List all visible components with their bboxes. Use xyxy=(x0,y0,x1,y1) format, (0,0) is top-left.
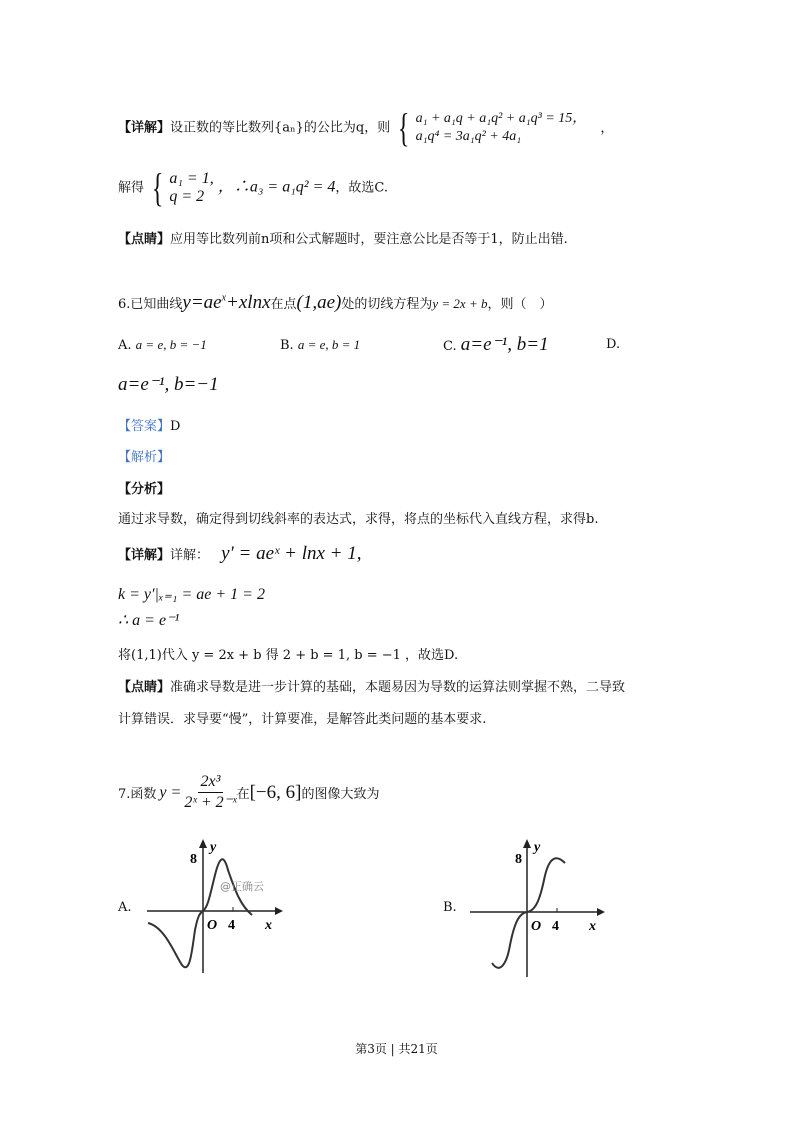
interval-text: 在 xyxy=(236,787,250,802)
option-c[interactable] xyxy=(443,333,549,356)
q5-detail-line xyxy=(118,105,614,150)
q5-solve-line xyxy=(118,165,389,210)
solve-suffix: ，故选C. xyxy=(335,180,389,196)
q6-question xyxy=(118,292,553,314)
y-tick: 8 xyxy=(515,852,522,867)
question-prefix: 7.函数 xyxy=(118,787,157,802)
derivative: y′ = aeˣ + lnx + 1, xyxy=(221,543,362,564)
solution-2: q = 2 xyxy=(169,188,205,205)
answer-value: D xyxy=(170,419,181,434)
option-label: C. xyxy=(443,339,457,354)
curve-sup: x xyxy=(221,292,227,304)
y-arrow-icon xyxy=(523,839,531,848)
numerator: 2x³ xyxy=(198,772,224,793)
substitute-line: 将(1,1)代入 y = 2x + b 得 2 + b = 1, b = −1 ，故选D. xyxy=(118,648,459,663)
equation-system: { a₁ + a₁q + a₁q² + a₁q³ = 15， a₁q⁴ = 3a₁q² + 4a₁ xyxy=(398,105,587,150)
detail-label: 详解： xyxy=(170,548,210,563)
detail-tag: 【详解】 xyxy=(118,120,171,136)
y-axis-label: y xyxy=(534,840,541,855)
option-text: a = e, b = 1 xyxy=(297,337,361,352)
x-arrow-icon xyxy=(275,907,283,915)
x-arrow-icon xyxy=(597,908,605,916)
x-axis-label: x xyxy=(265,918,272,933)
question-end: ，则（ ） xyxy=(487,297,553,312)
question-prefix: 6.已知曲线 xyxy=(118,297,183,312)
graph-b-label[interactable]: B. xyxy=(443,900,457,915)
option-text: a = e, b = −1 xyxy=(135,337,207,352)
q5-comment xyxy=(118,228,568,247)
curve-main: y=ae xyxy=(182,292,222,313)
question-suffix: 处的切线方程为 xyxy=(341,297,433,312)
watermark: @正确云 xyxy=(220,880,264,893)
comment-tag: 【点睛】 xyxy=(118,232,171,247)
graph-a[interactable] xyxy=(140,835,290,980)
option-d[interactable] xyxy=(606,337,620,352)
origin-label: O xyxy=(207,918,218,933)
solution-1: a₁ = 1, xyxy=(169,170,214,187)
y-arrow-icon xyxy=(199,839,207,848)
detail-tag: 【详解】 xyxy=(118,548,171,563)
comment-tag: 【点睛】 xyxy=(118,680,171,695)
option-a[interactable] xyxy=(118,337,207,353)
slope-line: k = y′|ₓ₌₁ = ae + 1 = 2 xyxy=(118,586,265,603)
option-b[interactable] xyxy=(280,337,360,353)
x-axis-label: x xyxy=(589,919,596,934)
option-text: a=e⁻¹, b=1 xyxy=(460,334,549,355)
fraction xyxy=(184,772,236,813)
detail-text: 设正数的等比数列{aₙ}的公比为q，则 xyxy=(170,120,391,136)
graph-a-label[interactable]: A. xyxy=(118,900,132,915)
curve xyxy=(492,858,565,968)
option-d-text xyxy=(118,373,219,396)
a-value-line: ∴ a = e⁻¹ xyxy=(118,612,180,629)
answer-line xyxy=(118,415,180,434)
curve-equation xyxy=(182,292,270,313)
comment-text: 应用等比数列前n项和公式解题时，要注意公比是否等于1，防止出错. xyxy=(170,232,568,247)
fenxi-tag: 【分析】 xyxy=(118,482,171,497)
comment-line-1 xyxy=(118,676,625,695)
page-footer: 第3页 | 共21页 xyxy=(355,1042,438,1056)
x-tick: 4 xyxy=(552,919,559,934)
equation-2: a₁q⁴ = 3a₁q² + 4a₁ xyxy=(415,129,522,144)
answer-tag: 【答案】 xyxy=(118,419,171,434)
curve xyxy=(148,859,252,967)
option-label: B. xyxy=(280,338,294,353)
origin-label: O xyxy=(531,919,542,934)
detail-line xyxy=(118,543,361,565)
solution-system: { a₁ = 1, q = 2 xyxy=(151,165,214,210)
tangent-equation: y = 2x + b xyxy=(432,296,488,311)
option-label: A. xyxy=(118,338,132,353)
denominator: 2ˣ + 2⁻ˣ xyxy=(184,794,237,811)
x-tick: 4 xyxy=(228,918,235,933)
comment-text: 准确求导数是进一步计算的基础，本题易因为导数的运算法则掌握不熟，二导致 xyxy=(170,680,626,695)
graph-b[interactable] xyxy=(465,835,615,983)
point: (1,ae) xyxy=(296,292,342,313)
option-label: D. xyxy=(606,337,621,352)
question-suffix: 的图像大致为 xyxy=(301,787,380,802)
fenxi-text: 通过求导数，确定得到切线斜率的表达式，求得，将点的坐标代入直线方程，求得b. xyxy=(118,512,599,527)
comma: ， xyxy=(600,120,614,136)
interval: [−6, 6] xyxy=(249,781,302,803)
point-text: 在点 xyxy=(270,297,297,312)
y-axis-label: y xyxy=(210,840,217,855)
equation-1: a₁ + a₁q + a₁q² + a₁q³ = 15， xyxy=(415,111,587,126)
q7-question xyxy=(118,772,380,813)
y-tick: 8 xyxy=(190,852,197,867)
curve-rest: +xlnx xyxy=(226,292,271,313)
option-text: a=e⁻¹, b=−1 xyxy=(118,374,219,395)
analysis-tag: 【解析】 xyxy=(118,450,171,465)
y-equals: y = xyxy=(159,783,182,801)
solve-result: ，∴a₃ = a₁q² = 4 xyxy=(217,178,336,196)
comment-line-2: 计算错误．求导要“慢”，计算要准，是解答此类问题的基本要求. xyxy=(118,712,487,727)
solve-prefix: 解得 xyxy=(118,180,145,196)
